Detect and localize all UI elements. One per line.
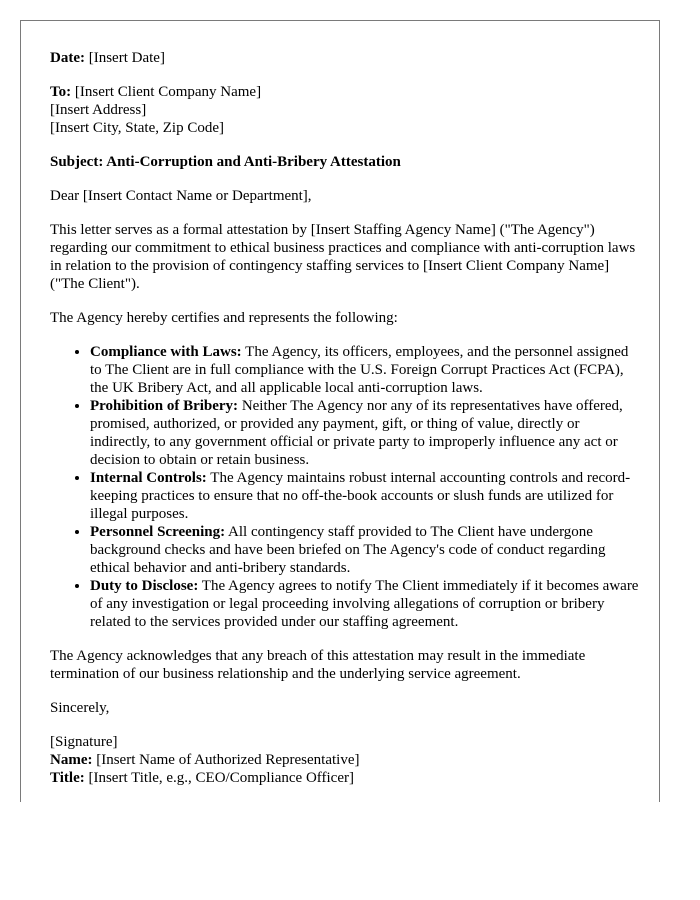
- letter-page: [20, 20, 660, 802]
- list-item-text: The Agency maintains robust internal accounting controls and record-keeping practices to ensure that no off-the-book accounts or slush funds are utilized for illegal purposes.: [90, 470, 631, 522]
- intro-paragraph: This letter serves as a formal attestation by [Insert Staffing Agency Name] ("The Agency") regarding our commitment to ethical business practices and compliance with anti-corruption laws in relation to the provision of contingency staffing services to [Insert Client Company Name] ("The Client").: [50, 222, 636, 292]
- list-item-label: Compliance with Laws:: [90, 344, 242, 360]
- title-value: [Insert Title, e.g., CEO/Compliance Officer]: [84, 770, 354, 786]
- recipient-company-line: [50, 83, 640, 101]
- list-item: [90, 523, 640, 577]
- name-value: [Insert Name of Authorized Representative]: [92, 752, 360, 768]
- list-item: [90, 397, 640, 469]
- list-item: [90, 343, 640, 397]
- recipient-address: [Insert Address]: [50, 102, 147, 118]
- certifies-paragraph: The Agency hereby certifies and represents the following:: [50, 310, 398, 326]
- signature-block: [50, 733, 640, 787]
- date-line: [50, 49, 640, 67]
- date-value: [Insert Date]: [84, 50, 165, 66]
- recipient-company: [Insert Client Company Name]: [71, 84, 262, 100]
- list-item-text: Neither The Agency nor any of its representatives have offered, promised, authorized, or provided any payment, gift, or thing of value, directly or indirectly, to any government official or private party to improperly influence any act or decision to obtain or retain business.: [90, 398, 623, 468]
- list-item-label: Internal Controls:: [90, 470, 207, 486]
- name-line: [50, 751, 640, 769]
- list-item-label: Prohibition of Bribery:: [90, 398, 239, 414]
- list-item-text: The Agency, its officers, employees, and the personnel assigned to The Client are in full compliance with the U.S. Foreign Corrupt Practices Act (FCPA), the UK Bribery Act, and all applicable local anti-corruption laws.: [90, 344, 629, 396]
- list-item-text: All contingency staff provided to The Client have undergone background checks and have been briefed on The Agency's code of conduct regarding ethical behavior and anti-bribery standards.: [90, 524, 606, 576]
- title-line: [50, 769, 640, 787]
- subject-line: [50, 153, 640, 171]
- acknowledgment-paragraph: The Agency acknowledges that any breach of this attestation may result in the immediate termination of our business relationship and the underlying service agreement.: [50, 648, 586, 682]
- attestation-list: [50, 343, 640, 631]
- recipient-block: [50, 83, 640, 137]
- list-item-text: The Agency agrees to notify The Client immediately if it becomes aware of any investigation or legal proceeding involving allegations of corruption or bribery related to the services provided under our staffing agreement.: [90, 578, 639, 630]
- closing: Sincerely,: [50, 700, 110, 716]
- subject-text: Subject: Anti-Corruption and Anti-Bribery Attestation: [50, 154, 401, 170]
- signature-placeholder: [Signature]: [50, 734, 118, 750]
- letter-body: [50, 49, 640, 802]
- list-item-label: Duty to Disclose:: [90, 578, 199, 594]
- list-item: [90, 469, 640, 523]
- salutation: Dear [Insert Contact Name or Department],: [50, 188, 312, 204]
- recipient-label: To:: [50, 84, 72, 100]
- list-item: [90, 577, 640, 631]
- name-label: Name:: [50, 752, 93, 768]
- date-label: Date:: [50, 50, 85, 66]
- recipient-city: [Insert City, State, Zip Code]: [50, 120, 224, 136]
- title-label: Title:: [50, 770, 85, 786]
- list-item-label: Personnel Screening:: [90, 524, 226, 540]
